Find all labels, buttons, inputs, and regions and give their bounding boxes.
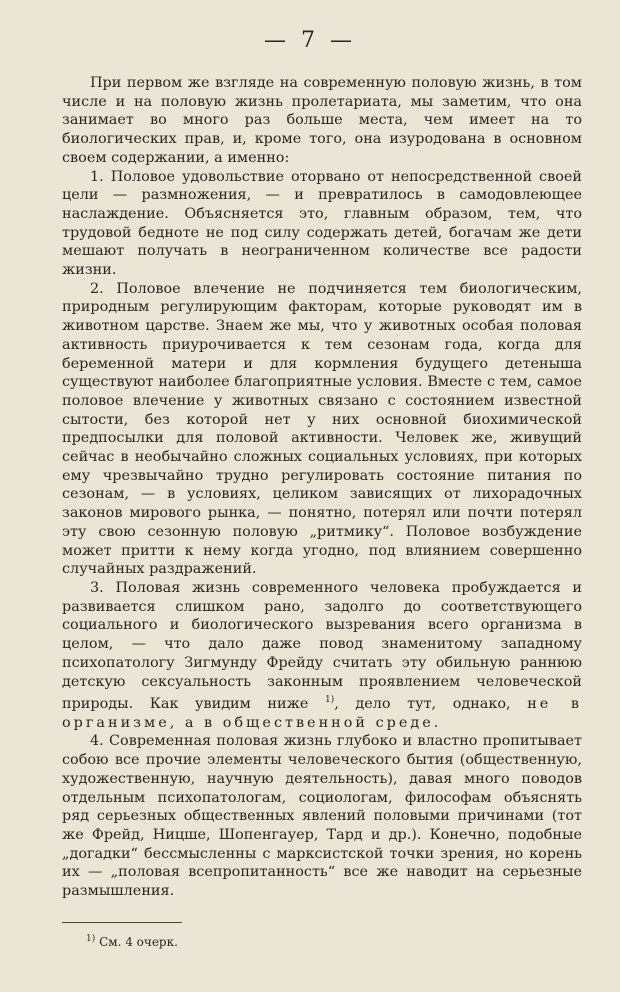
footnote-text: См. 4 очерк. xyxy=(99,935,178,949)
paragraph-point-3-text: 3. Половая жизнь современного человека пробуждается и развивается слишком рано, задолго до соответствующего социального и биологического вызревания всего организма в целом, — что дало даже повод знаменитому западному психопатологу Зигмунду Фрейду считать эту обильную раннюю детскую сексуальность законным проявлением человеческой природы. Как увидим ниже xyxy=(62,579,582,712)
emphasis-text: не в организме, а в общественной среде. xyxy=(62,696,583,731)
paragraph-point-3-continuation: , дело тут, однако, xyxy=(334,696,511,712)
paragraph-point-4: 4. Современная половая жизнь глубоко и властно пропитывает собою все прочие элементы человеческого бытия (общественную, художественную, научную деятельность), давая много поводов отдельным психопатологам, социологам, философам объяснять ряд серьезных общественных явлений половыми причинами (тот же Фрейд, Ницше, Шопенгауер, Тард и др.). Конечно, подобные „догадки“ бессмысленны с марксистской точки зрения, но корень их — „половая всепропитанность“ все же наводит на серьезные размышления. xyxy=(62,733,582,900)
footnote-reference: 1) xyxy=(324,695,335,706)
paragraph-point-1: 1. Половое удовольствие оторвано от непосредственной своей цели — размножения, — и превратилось в самодовлеющее наслаждение. Объясняется это, главным образом, тем, что трудовой бедноте не под силу содержать детей, богачам же дети мешают получать в неограниченном количестве все радости жизни. xyxy=(62,168,582,279)
page-number: — 7 — xyxy=(264,28,356,53)
paragraph-point-3 xyxy=(62,579,582,732)
paragraph-intro: При первом же взгляде на современную половую жизнь, в том числе и на половую жизнь пролетариата, мы заметим, что она занимает во много раз больше места, чем имеет на то биологических прав, и, кроме того, она изуродована в основном своем содержании, а именно: xyxy=(62,75,582,166)
paragraph-point-2: 2. Половое влечение не подчиняется тем биологическим, природным регулирующим факторам, которые руководят им в животном царстве. Знаем же мы, что у животных особая половая активность приурочивается к тем сезонам года, когда для беременной матери и для кормления будущего детеныша существуют наиболее благоприятные условия. Вместе с тем, самое половое влечение у животных связано с состоянием известной сытости, без которой нет у них основной биохимической предпосылки для половой активности. Человек же, живущий сейчас в необычайно сложных социальных условиях, при которых ему чрезвычайно трудно регулировать состояние питания по сезонам, — в условиях, целиком зависящих от лихорадочных законов мирового рынка, — понятно, потерял или почти потерял эту свою сезонную половую „ритмику“. Половое возбуждение может притти к нему когда угодно, под влиянием совершенно случайных раздражений. xyxy=(62,280,582,578)
footnote-mark: 1) xyxy=(86,934,96,944)
footnote-divider xyxy=(62,922,182,923)
body-text xyxy=(62,74,582,901)
footnote xyxy=(86,934,178,949)
